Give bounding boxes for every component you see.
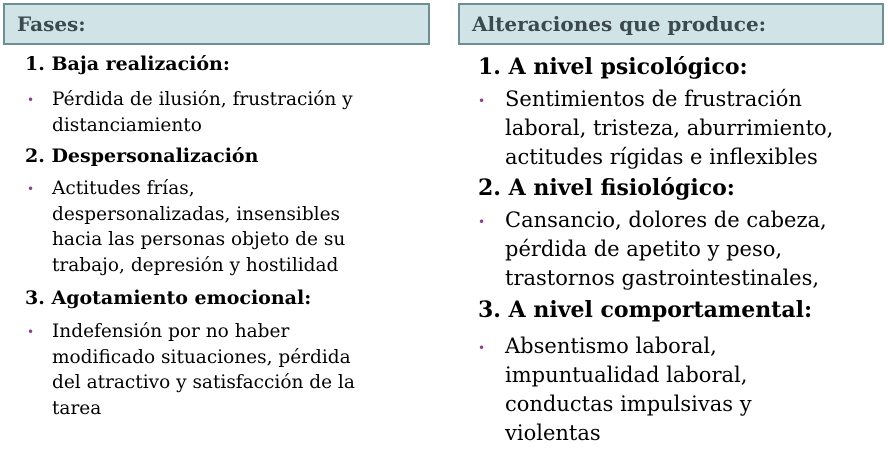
- phase-1-title: 1. Baja realización:: [25, 53, 230, 75]
- phase-1-item: [25, 87, 425, 138]
- level-1-title: 1. A nivel psicológico:: [478, 54, 748, 80]
- bullet-icon: •: [478, 215, 486, 229]
- level-3-text: Absentismo laboral, impuntualidad laboral, conductas impulsivas y violentas: [505, 334, 752, 445]
- level-3-item: [478, 332, 888, 448]
- phase-1-text: Pérdida de ilusión, frustración y distanciamiento: [52, 89, 353, 136]
- phase-2-title: 2. Despersonalización: [25, 145, 259, 167]
- bullet-icon: •: [27, 182, 35, 196]
- alterations-header: Alteraciones que produce:: [458, 3, 884, 45]
- phase-3-text: Indefensión por no haber modificado situaciones, pérdida del atractivo y satisfacción de la tarea: [52, 321, 355, 419]
- bullet-icon: •: [478, 94, 486, 108]
- bullet-icon: •: [478, 341, 486, 355]
- level-1-item: [478, 85, 888, 172]
- phase-3-item: [25, 319, 425, 421]
- phases-panel: [0, 0, 430, 419]
- phases-header: Fases:: [3, 3, 430, 45]
- alterations-panel: [456, 0, 888, 445]
- level-2-text: Cansancio, dolores de cabeza, pérdida de apetito y peso, trastornos gastrointestinales,: [505, 208, 827, 290]
- phase-2-item: [25, 176, 425, 278]
- level-2-title: 2. A nivel fisiológico:: [478, 175, 735, 201]
- level-1-text: Sentimientos de frustración laboral, tristeza, aburrimiento, actitudes rígidas e inflexibles: [505, 87, 834, 169]
- bullet-icon: •: [27, 325, 35, 339]
- bullet-icon: •: [27, 93, 35, 107]
- level-3-title: 3. A nivel comportamental:: [478, 297, 813, 323]
- level-2-item: [478, 206, 888, 293]
- phase-3-title: 3. Agotamiento emocional:: [25, 287, 312, 309]
- phase-2-text: Actitudes frías, despersonalizadas, insensibles hacia las personas objeto de su trabajo, depresión y hostilidad: [52, 178, 346, 276]
